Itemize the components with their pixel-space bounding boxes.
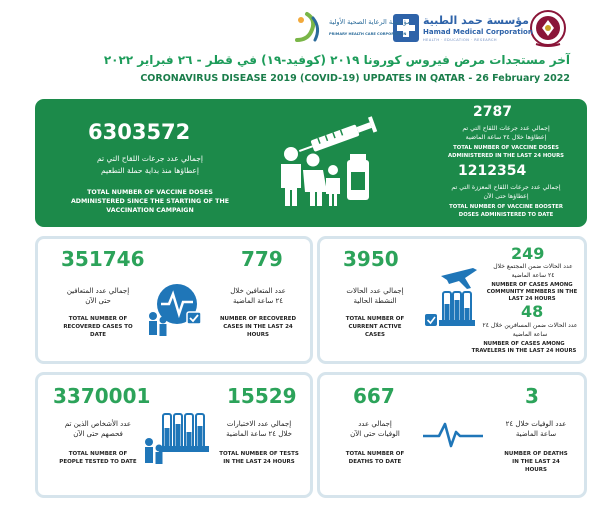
people-tested-value: 3370001 [53, 384, 151, 408]
tests-24h-label-en: IN THE LAST 24 HOURS [223, 459, 295, 465]
active-cases-label-ar: النشطة الحالية [353, 297, 397, 305]
community-cases-label-ar: ٢٤ ساعة الماضية [511, 272, 555, 279]
traveler-cases-label-ar: عدد الحالات ضمن المسافرين خلال ٢٤ [482, 322, 578, 329]
deaths-24h-label-ar: ساعة الماضية [515, 430, 557, 438]
vaccine-doses-24h-value: 2787 [473, 104, 512, 120]
traveler-cases-label-ar: ساعة الماضية [512, 331, 548, 338]
traveler-cases-value: 48 [521, 302, 544, 321]
booster-doses-label-ar: إجمالي عدد جرعات اللقاح المعززة التي تم [451, 184, 561, 191]
people-tested-label-en: PEOPLE TESTED TO DATE [59, 459, 137, 465]
deaths-total-label-en: DEATHS TO DATE [348, 459, 402, 465]
active-cases-value: 3950 [343, 247, 399, 271]
infographic-poster [13, 0, 598, 512]
vaccine-doses-24h-label-en: ADMINISTERED IN THE LAST 24 HOURS [448, 153, 564, 159]
test-tubes-icon [141, 410, 211, 466]
traveler-cases-label-en: TRAVELERS IN THE LAST 24 HOURS [471, 348, 577, 354]
total-vaccine-doses-label-en: TOTAL NUMBER OF VACCINE DOSES [87, 189, 213, 196]
community-cases-label-ar: عدد الحالات ضمن المجتمع خلال [493, 263, 573, 270]
phcc-logo-icon [287, 10, 327, 48]
booster-doses-value: 1212354 [458, 163, 527, 179]
recovered-total-label-en: RECOVERED CASES TO [63, 324, 133, 330]
recovered-24h-label-ar: عدد المتعافين خلال [230, 287, 286, 295]
phcc-logo [285, 10, 411, 48]
tests-24h-value: 15529 [227, 384, 297, 408]
booster-doses-label-en: TOTAL NUMBER OF VACCINE BOOSTER [449, 204, 563, 210]
hmc-name-en: Hamad Medical Corporation [423, 28, 533, 36]
recovered-24h-value: 779 [241, 247, 283, 271]
traveler-cases-label-en: NUMBER OF CASES AMONG [483, 341, 565, 347]
deaths-24h-label-ar: عدد الوفيات خلال ٢٤ [505, 420, 567, 428]
deaths-24h-value: 3 [525, 384, 539, 408]
hmc-name-ar: مؤسسة حمد الطبية [423, 14, 529, 27]
vaccine-doses-24h-label-en: TOTAL NUMBER OF VACCINE DOSES [453, 145, 559, 151]
community-cases-label-en: LAST 24 HOURS [508, 296, 556, 302]
booster-doses-label-en: DOSES ADMINISTERED TO DATE [458, 212, 554, 218]
tests-24h-label-ar: إجمالي عدد الاختبارات [226, 420, 292, 428]
recovered-24h-label-ar: ٢٤ ساعة الماضية [233, 297, 283, 305]
recovered-24h-label-en: HOURS [247, 332, 269, 338]
deaths-24h-label-en: HOURS [525, 467, 547, 473]
vaccine-doses-24h-label-ar: إجمالي عدد جرعات اللقاح التي تم [462, 125, 550, 132]
page-title-ar: آخر مستجدات مرض فيروس كورونا ٢٠١٩ (كوفيد-١٩) في قطر - ٢٦ فبراير ٢٠٢٢ [103, 53, 570, 67]
active-cases-label-en: TOTAL NUMBER OF [345, 316, 405, 322]
hmc-logo [393, 14, 533, 48]
recovered-total-label-en: TOTAL NUMBER OF [68, 316, 128, 322]
heartbeat-line-icon [423, 420, 483, 450]
recovered-24h-label-en: NUMBER OF RECOVERED [219, 316, 297, 322]
total-vaccine-doses-label-ar: إعطاؤها منذ بداية حملة التطعيم [101, 166, 199, 175]
deaths-24h-label-en: NUMBER OF DEATHS [504, 451, 568, 457]
recovered-total-value: 351746 [61, 247, 145, 271]
total-vaccine-doses-label-en: ADMINISTERED SINCE THE STARTING OF THE [70, 198, 230, 205]
total-vaccine-doses-label-ar: إجمالي عدد جرعات اللقاح التي تم [97, 154, 203, 163]
active-cases-label-ar: إجمالي عدد الحالات [346, 287, 404, 295]
hmc-tagline: HEALTH · EDUCATION · RESEARCH [423, 38, 498, 42]
active-cases-label-en: CURRENT ACTIVE [348, 324, 402, 330]
phcc-name-ar: مؤسسة الرعاية الصحية الأولية [329, 18, 411, 26]
community-cases-label-en: NUMBER OF CASES AMONG [491, 282, 573, 288]
total-vaccine-doses-value: 6303572 [88, 120, 191, 144]
people-tested-label-ar: فحصهم حتى الآن [73, 430, 123, 438]
active-cases-label-en: CASES [365, 332, 385, 338]
community-cases-value: 249 [511, 244, 545, 263]
recovered-total-label-en: DATE [90, 332, 106, 338]
deaths-total-label-ar: الوفيات حتى الآن [350, 430, 400, 438]
people-tested-label-ar: عدد الأشخاص الذين تم [64, 420, 132, 428]
deaths-total-label-en: TOTAL NUMBER OF [345, 451, 405, 457]
people-tested-label-en: TOTAL NUMBER OF [68, 451, 128, 457]
deaths-total-label-ar: إجمالي عدد [358, 420, 392, 428]
recovered-total-label-ar: حتى الآن [85, 297, 111, 305]
moph-logo-icon [528, 6, 568, 50]
deaths-24h-label-en: IN THE LAST 24 [512, 459, 560, 465]
recovered-group-icon [143, 278, 211, 338]
page-title-en: CORONAVIRUS DISEASE 2019 (COVID-19) UPDATES IN QATAR - 26 February 2022 [140, 73, 570, 84]
deaths-total-value: 667 [353, 384, 395, 408]
vaccine-family-icon [271, 112, 391, 212]
tests-24h-label-ar: خلال ٢٤ ساعة الماضية [226, 430, 292, 438]
phcc-name-en: PRIMARY HEALTH CARE CORPORATION [329, 32, 407, 36]
booster-doses-label-ar: إعطاؤها حتى الآن [483, 193, 529, 200]
total-vaccine-doses-label-en: VACCINATION CAMPAIGN [106, 207, 194, 214]
recovered-24h-label-en: CASES IN THE LAST 24 [223, 324, 293, 330]
tests-24h-label-en: TOTAL NUMBER OF TESTS [219, 451, 299, 457]
recovered-total-label-ar: إجمالي عدد المتعافين [66, 287, 130, 295]
community-cases-label-en: COMMUNITY MEMBERS IN THE [486, 289, 578, 295]
vaccine-doses-24h-label-ar: إعطاؤها خلال ٢٤ ساعة الماضية [465, 134, 547, 141]
